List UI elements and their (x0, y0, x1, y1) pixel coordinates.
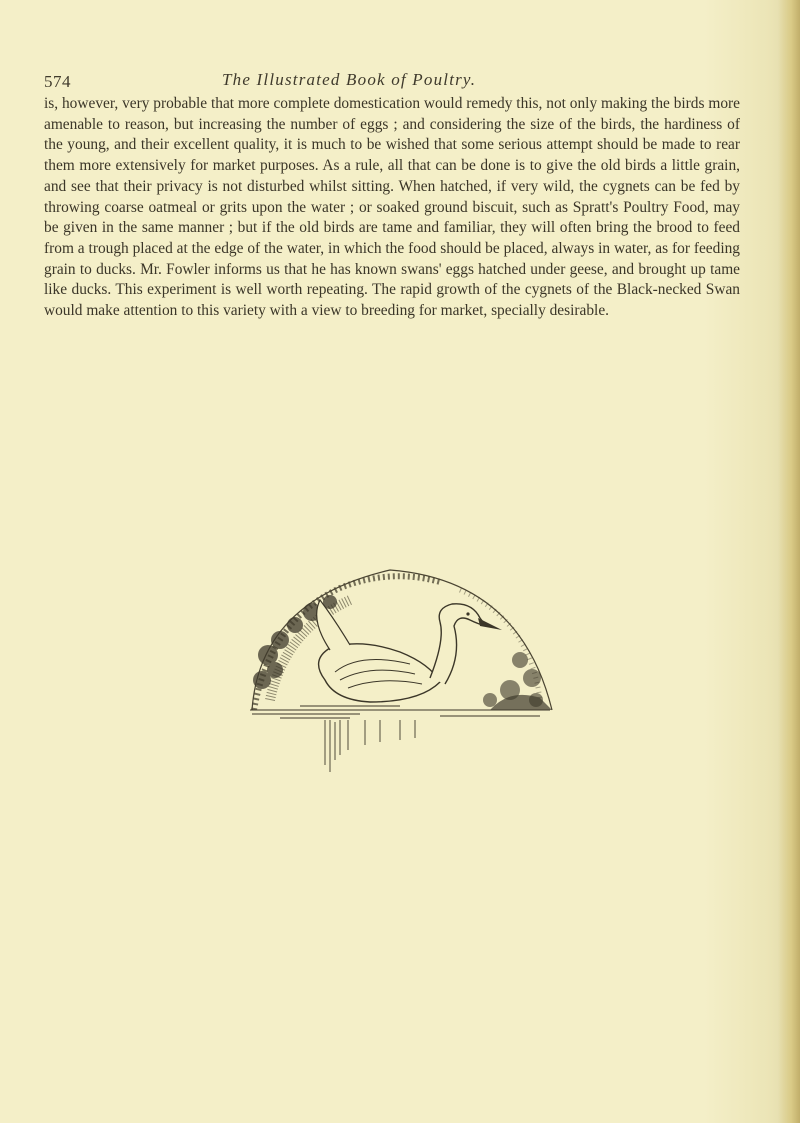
body-paragraph: is, however, very probable that more complete domestication would remedy this, not only making the birds more amenable to reason, but increasing the number of eggs ; and considering the size of the birds, the hardiness of the young, and their excellent quality, it is much to be wished that some serious attempt should be made to rear them more extensively for market purposes. As a rule, all that can be done is to give the old birds a little grain, and see that their privacy is not disturbed whilst sitting. When hatched, if very wild, the cygnets can be fed by throwing coarse oatmeal or grits upon the water ; or soaked ground biscuit, such as Spratt's Poultry Food, may be given in the same manner ; but if the old birds are tame and familiar, they will often bring the brood to feed from a trough placed at the edge of the water, in which the food should be placed, always in water, as for feeding grain to ducks. Mr. Fowler informs us that he has known swans' eggs hatched under geese, and brought up tame like ducks. This experiment is well worth repeating. The rapid growth of the cygnets of the Black-necked Swan would make attention to this variety with a view to breeding for market, specially desirable. (44, 95, 740, 320)
page-edge-shadow (778, 0, 800, 1123)
running-title: The Illustrated Book of Poultry. (222, 70, 477, 89)
page-number: 574 (44, 72, 71, 91)
swan-vignette-icon (240, 560, 560, 780)
